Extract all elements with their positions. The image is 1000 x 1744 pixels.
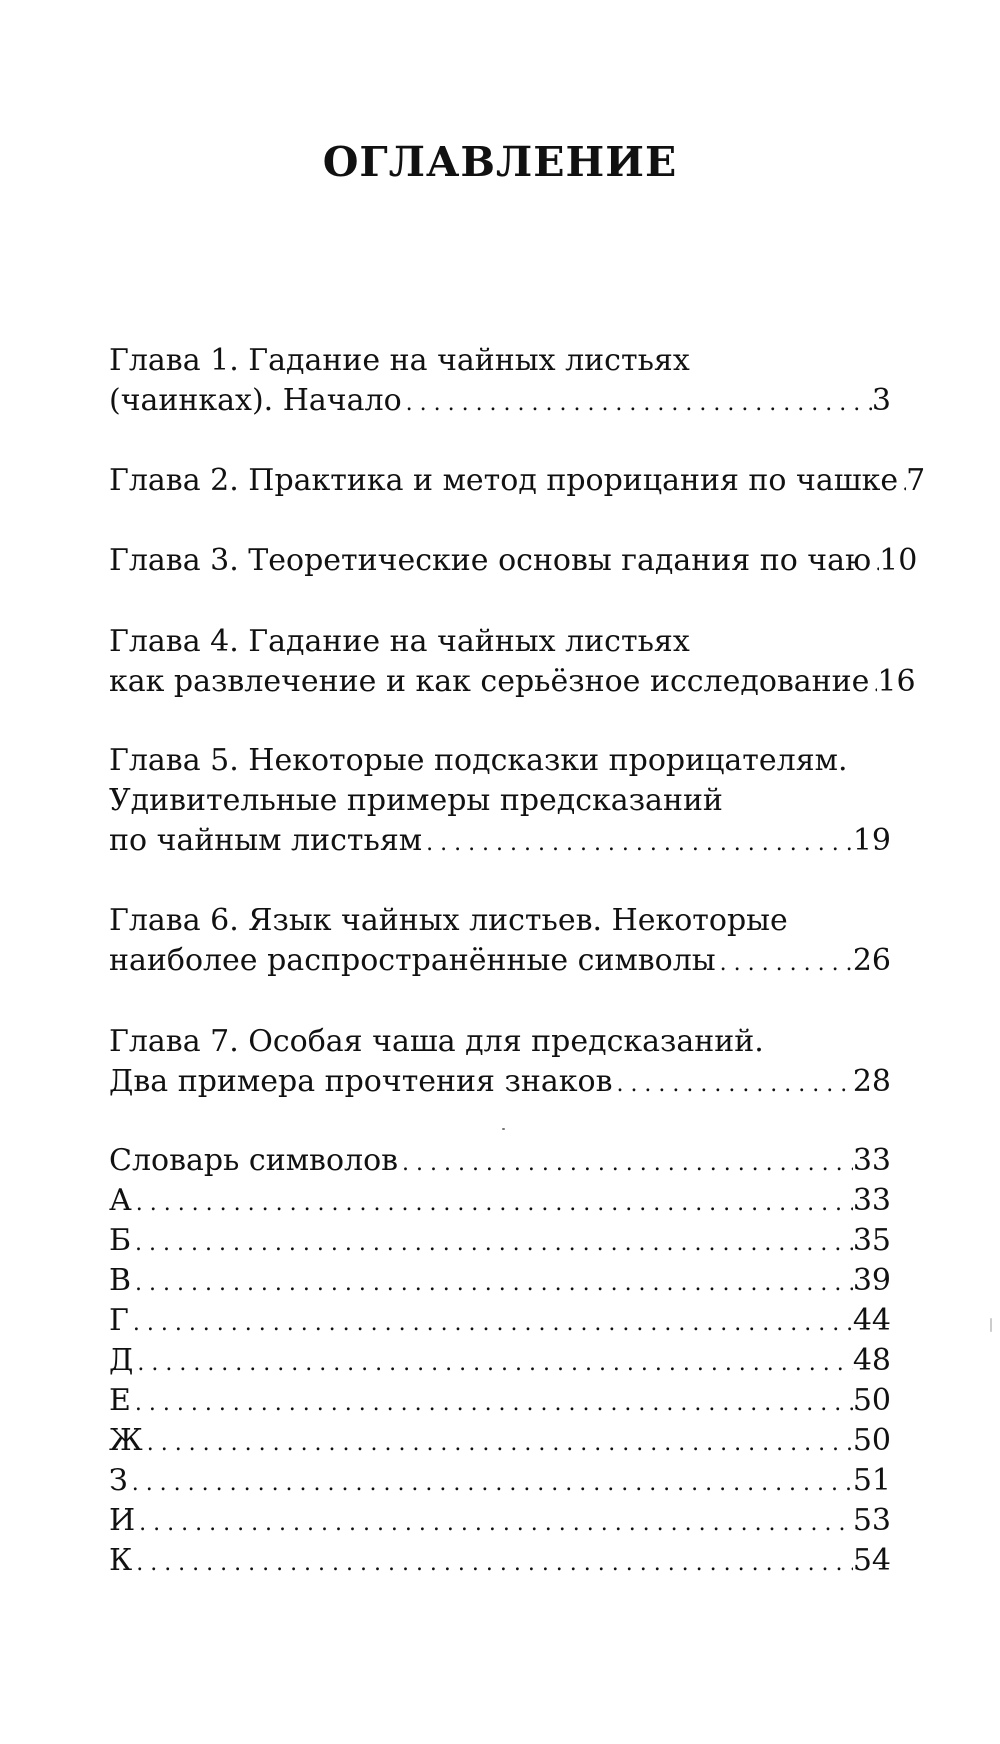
toc-entry-title: В <box>109 1263 132 1298</box>
toc-entry-title: И <box>109 1503 136 1538</box>
toc-entry-title: как развлечение и как серьёзное исследование <box>109 664 870 699</box>
dot-leader <box>398 1141 853 1184</box>
toc-entry-letter-d[interactable] <box>109 1341 891 1381</box>
dot-leader <box>422 821 853 864</box>
dot-leader <box>612 1062 852 1105</box>
dot-leader <box>135 1501 853 1544</box>
toc-page-number: 51 <box>852 1463 891 1498</box>
dot-leader <box>716 941 853 984</box>
toc-entry-title: К <box>109 1543 133 1578</box>
toc-page-number: 53 <box>852 1503 891 1538</box>
toc-entry-title: Е <box>109 1383 131 1418</box>
toc-entry-chapter-7[interactable] <box>109 1022 891 1102</box>
toc-entry-title: по чайным листьям <box>109 823 423 858</box>
print-speck <box>990 1318 992 1332</box>
toc-page-number: 48 <box>852 1343 891 1378</box>
toc-page-number: 16 <box>877 664 916 699</box>
toc-page-number: 50 <box>852 1383 891 1418</box>
dot-leader <box>133 1341 852 1384</box>
toc-page-number: 39 <box>852 1263 891 1298</box>
dot-leader <box>131 1221 853 1264</box>
dot-leader <box>869 662 877 705</box>
toc-page-number: 50 <box>852 1423 891 1458</box>
toc-entry-title: Б <box>109 1223 132 1258</box>
toc-entry-title: Глава 3. Теоретические основы гадания по чаю <box>109 543 872 578</box>
toc-page-number: 44 <box>852 1303 891 1338</box>
toc-entry-chapter-6[interactable] <box>109 901 891 981</box>
toc-entry-title: А <box>109 1183 132 1218</box>
toc-page-number: 3 <box>871 383 891 418</box>
toc-entry-chapter-3[interactable] <box>109 541 918 581</box>
toc-entry-title: Ж <box>109 1423 143 1458</box>
toc-entry-letter-g[interactable] <box>109 1301 891 1341</box>
dot-leader <box>131 1381 853 1424</box>
toc-page-number: 19 <box>852 823 891 858</box>
toc-entry-title: Словарь символов <box>109 1143 399 1178</box>
toc-entry-line: Глава 7. Особая чаша для предсказаний. <box>109 1024 764 1059</box>
page-title: ОГЛАВЛЕНИЕ <box>322 138 678 186</box>
toc-entry-letter-zh[interactable] <box>109 1421 891 1461</box>
toc-entry-letter-e[interactable] <box>109 1381 891 1421</box>
toc-entry-title: Глава 2. Практика и метод прорицания по чашке <box>109 463 899 498</box>
toc-page-number: 28 <box>852 1064 891 1099</box>
toc-page-number: 33 <box>852 1183 891 1218</box>
toc-page-number: 35 <box>852 1223 891 1258</box>
dot-leader <box>871 541 879 584</box>
toc-entry-letter-b[interactable] <box>109 1221 891 1261</box>
dot-leader <box>131 1261 853 1304</box>
dot-leader <box>132 1181 853 1224</box>
toc-entry-letter-v[interactable] <box>109 1261 891 1301</box>
dot-leader <box>898 461 906 504</box>
toc-entry-letter-i[interactable] <box>109 1501 891 1541</box>
toc-page-number: 26 <box>852 943 891 978</box>
dot-leader <box>129 1301 853 1344</box>
toc-entry-chapter-2[interactable] <box>109 461 926 501</box>
toc-entry-dictionary[interactable] <box>109 1141 891 1181</box>
dot-leader <box>132 1541 853 1584</box>
dot-leader <box>128 1461 853 1504</box>
toc-entry-chapter-4[interactable] <box>109 622 916 702</box>
toc-entry-line: Глава 4. Гадание на чайных листьях <box>109 624 690 659</box>
toc-entry-title: Г <box>109 1303 129 1338</box>
toc-entry-title: Д <box>109 1343 134 1378</box>
toc-page-number: 7 <box>906 463 926 498</box>
toc-dictionary-section <box>109 1141 891 1581</box>
toc-page-number: 10 <box>879 543 918 578</box>
toc-entry-line: Глава 5. Некоторые подсказки прорицателям. <box>109 743 848 778</box>
toc-entry-letter-k[interactable] <box>109 1541 891 1581</box>
toc-entry-line: Удивительные примеры предсказаний <box>109 783 723 818</box>
toc-entry-chapter-1[interactable] <box>109 341 891 421</box>
dot-leader <box>143 1421 853 1464</box>
dot-leader <box>402 381 872 424</box>
toc-entry-line: Глава 1. Гадание на чайных листьях <box>109 343 690 378</box>
toc-entry-letter-z[interactable] <box>109 1461 891 1501</box>
toc-entry-title: наиболее распространённые символы <box>109 943 716 978</box>
toc-entry-title: Два примера прочтения знаков <box>109 1064 613 1099</box>
toc-page-number: 33 <box>852 1143 891 1178</box>
toc-entry-title: (чаинках). Начало <box>109 383 402 418</box>
toc-entry-line: Глава 6. Язык чайных листьев. Некоторые <box>109 903 788 938</box>
toc-entry-letter-a[interactable] <box>109 1181 891 1221</box>
toc-page-number: 54 <box>852 1543 891 1578</box>
print-speck <box>502 1128 505 1130</box>
toc-entry-title: З <box>109 1463 128 1498</box>
toc-entry-chapter-5[interactable] <box>109 741 891 861</box>
